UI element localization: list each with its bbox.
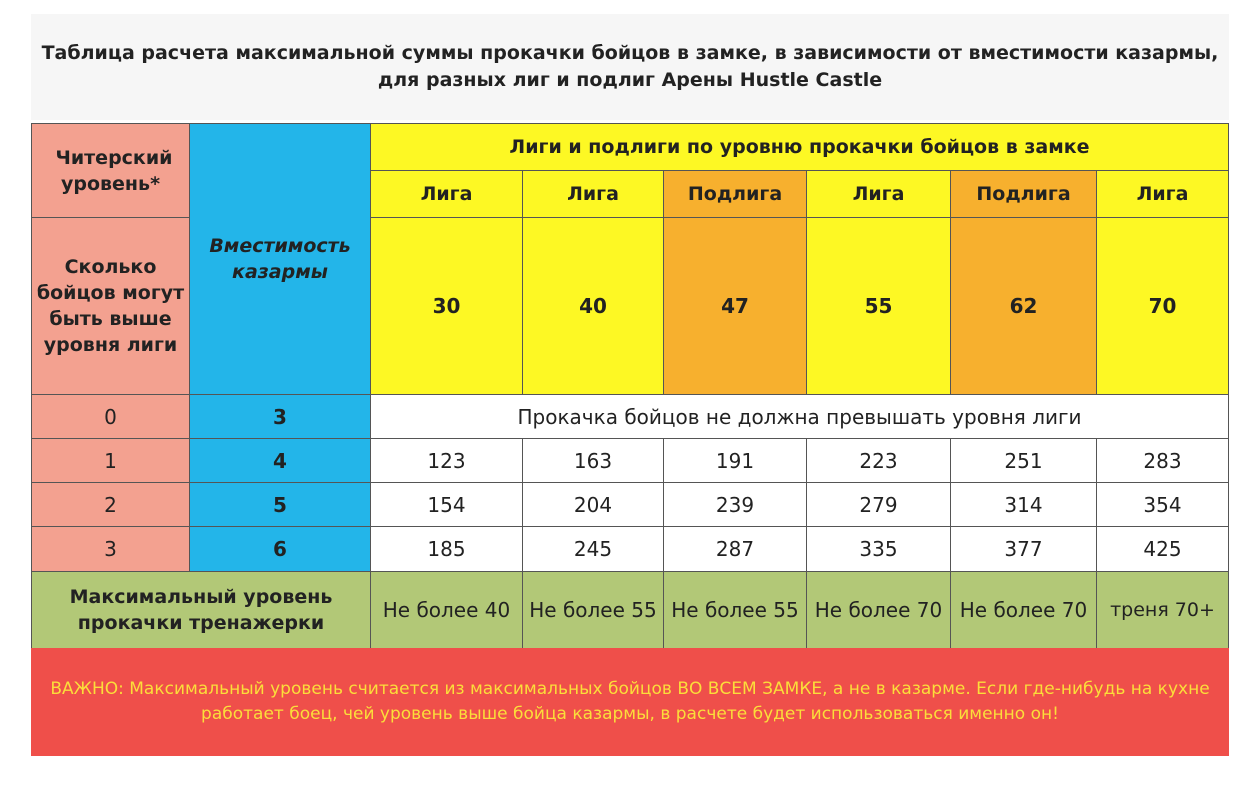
table-cell: [663, 438, 807, 483]
cell-value: 123: [427, 448, 466, 473]
row-2-capacity: [189, 482, 371, 527]
warning-box: [31, 648, 1229, 756]
trainer-cell: [663, 571, 807, 649]
warning-text: ВАЖНО: Максимальный уровень считается из максимальных бойцов ВО ВСЕМ ЗАМКЕ, а не в казарме. Если где-нибудь на кухне работает боец, чей уровень выше бойца казармы, в расчете будет использоваться именно он!: [50, 679, 1210, 724]
row-1-cheat: [31, 438, 190, 483]
trainer-label-text: Максимальный уровень прокачки тренажерки: [69, 586, 333, 634]
cheat-value: 2: [104, 492, 117, 517]
trainer-value: Не более 55: [529, 598, 657, 622]
column-type-3: [663, 170, 807, 218]
cheat-value: 3: [104, 537, 117, 561]
trainer-cell: [370, 571, 523, 649]
cell-value: 204: [573, 492, 613, 517]
table-title-text: Таблица расчета максимальной суммы прокачки бойцов в замке, в зависимости от вместимости казармы, для разных лиг и подлиг Арены Hustle Castle: [41, 42, 1219, 91]
column-type-text: Лига: [1136, 183, 1189, 205]
column-level-text: 40: [579, 294, 607, 318]
column-type-text: Подлига: [687, 183, 783, 205]
cell-value: 377: [1004, 537, 1043, 561]
cell-value: 223: [859, 448, 898, 473]
cell-value: 154: [427, 492, 466, 517]
trainer-cell: [1096, 571, 1229, 649]
trainer-cell: [950, 571, 1097, 649]
trainer-value: Не более 40: [382, 598, 511, 622]
capacity-value: 5: [273, 492, 287, 517]
trainer-value: Не более 70: [959, 598, 1088, 622]
column-level-text: 55: [864, 294, 893, 318]
trainer-cell: [522, 571, 664, 649]
table-cell: [806, 438, 951, 483]
column-level-text: 47: [721, 294, 749, 318]
trainer-value: треня 70+: [1110, 599, 1215, 621]
table-cell: [950, 482, 1097, 527]
cell-value: 425: [1143, 537, 1182, 561]
table-cell: [522, 438, 664, 483]
capacity-header: [189, 123, 371, 395]
column-level-text: 70: [1148, 294, 1177, 318]
table-cell: [522, 482, 664, 527]
column-level-2: [522, 217, 664, 395]
row-0-capacity: [189, 394, 371, 439]
cell-value: 251: [1004, 448, 1043, 473]
column-type-text: Лига: [420, 183, 473, 205]
table-cell: [370, 526, 523, 572]
table-cell: [663, 482, 807, 527]
column-type-6: [1096, 170, 1229, 218]
leagues-title-text: Лиги и подлиги по уровню прокачки бойцов в замке: [509, 136, 1090, 158]
capacity-value: 4: [273, 448, 287, 473]
column-type-2: [522, 170, 664, 218]
row-0-note: [370, 394, 1229, 439]
cell-value: 239: [715, 492, 755, 517]
trainer-cell: [806, 571, 951, 649]
row-3-capacity: [189, 526, 371, 572]
row-2-cheat: [31, 482, 190, 527]
cheat-level-header: [31, 123, 190, 218]
table-cell: [1096, 482, 1229, 527]
table-cell: [950, 526, 1097, 572]
table-cell: [806, 526, 951, 572]
column-type-1: [370, 170, 523, 218]
trainer-value: Не более 55: [671, 598, 799, 622]
trainer-value: Не более 70: [814, 598, 943, 622]
cell-value: 354: [1143, 492, 1182, 517]
cheat-value: 0: [104, 404, 117, 429]
table-cell: [522, 526, 664, 572]
trainer-label: [31, 571, 371, 649]
column-level-5: [950, 217, 1097, 395]
table-cell: [950, 438, 1097, 483]
column-level-text: 62: [1009, 294, 1038, 318]
table-cell: [370, 482, 523, 527]
column-level-text: 30: [432, 294, 461, 318]
column-level-4: [806, 217, 951, 395]
table-cell: [663, 526, 807, 572]
capacity-value: 3: [273, 404, 287, 429]
row-1-capacity: [189, 438, 371, 483]
cheat-level-header-text: Читерский уровень*: [55, 146, 173, 195]
cell-value: 314: [1004, 492, 1043, 517]
cell-value: 191: [715, 448, 755, 473]
cell-value: 163: [573, 448, 613, 473]
cheat-desc-header-text: Сколько бойцов могут быть выше уровня лиги: [36, 256, 185, 356]
cell-value: 185: [427, 537, 466, 561]
column-level-3: [663, 217, 807, 395]
cell-value: 245: [573, 537, 613, 561]
table-cell: [806, 482, 951, 527]
column-type-4: [806, 170, 951, 218]
leagues-title: [370, 123, 1229, 171]
column-level-1: [370, 217, 523, 395]
column-type-text: Лига: [567, 183, 619, 205]
row-0-note-text: Прокачка бойцов не должна превышать уровня лиги: [517, 404, 1082, 429]
column-type-text: Лига: [852, 183, 905, 205]
cell-value: 283: [1143, 448, 1182, 473]
cell-value: 287: [715, 537, 755, 561]
table-cell: [1096, 526, 1229, 572]
cheat-desc-header: [31, 217, 190, 395]
row-0-cheat: [31, 394, 190, 439]
row-3-cheat: [31, 526, 190, 572]
column-type-text: Подлига: [976, 183, 1071, 205]
cheat-value: 1: [104, 448, 117, 473]
cell-value: 279: [859, 492, 898, 517]
table-cell: [370, 438, 523, 483]
column-level-6: [1096, 217, 1229, 395]
cell-value: 335: [859, 537, 898, 561]
table-cell: [1096, 438, 1229, 483]
capacity-value: 6: [273, 537, 287, 561]
capacity-header-text: Вместимость казармы: [209, 235, 351, 283]
column-type-5: [950, 170, 1097, 218]
table-title: [31, 14, 1229, 120]
